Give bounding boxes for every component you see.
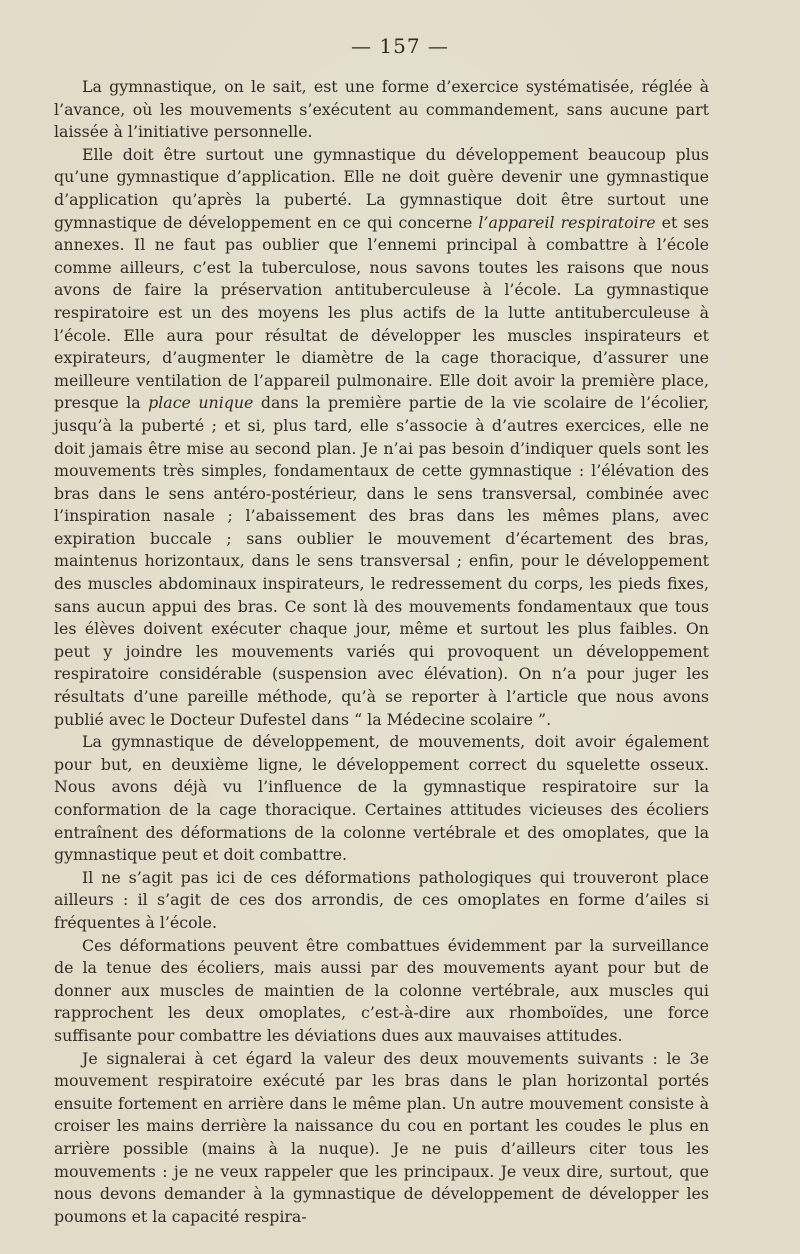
paragraph-2-text-c: dans la première partie de la vie scolaire de l’écolier, jusqu’à la puberté ; et si, plus tard, elle s’associe à d’autres exercices, elle ne doit jamais être mise au second plan. Je n’ai pas besoin d’indiquer quels sont les mouvements très simples, fondamentaux de cette gymnastique : l’élévation des bras dans le sens antéro-postérieur, dans le sens transversal, combinée avec l’inspiration nasale ; l’abaissement des bras dans les mêmes plans, avec expiration buccale ; sans oublier le mouvement d’écartement des bras, maintenus horizontaux, dans le sens transversal ; enfin, pour le développement des muscles abdominaux inspirateurs, le redressement du corps, les pieds fixes, sans aucun appui des bras. Ce sont là des mouvements fondamentaux que tous les élèves doivent exécuter chaque jour, même et surtout les plus faibles. On peut y joindre les mouvements variés qui provoquent un développement respiratoire considérable (suspension avec élévation). On n’a pour juger les résultats d’une pareille méthode, qu’à se reporter à l’article que nous avons publié avec le Docteur Dufestel dans “ la Médecine scolaire ”.: [54, 393, 709, 729]
paragraph-2-emphasis-2: place unique: [148, 393, 254, 413]
paragraph-4: [54, 867, 709, 935]
paragraph-1: [54, 76, 709, 144]
paragraph-2: [54, 144, 709, 731]
paragraph-2-text-a: Elle doit être surtout une gymnastique du développement beaucoup plus qu’une gymnastique d’application. Elle ne doit guère devenir une gymnastique d’application qu’après la puberté. La gymnastique doit être surtout une gymnastique de développement en ce qui concerne: [54, 144, 709, 232]
body-text: [54, 76, 709, 1228]
paragraph-5-text: Ces déformations peuvent être combattues évidemment par la surveillance de la tenue des écoliers, mais aussi par des mouvements ayant pour but de donner aux muscles de maintien de la colonne vertébrale, aux muscles qui rapprochent les deux omoplates, c’est-à-dire aux rhomboïdes, une force suffisante pour combattre les déviations dues aux mauvaises attitudes.: [54, 935, 709, 1045]
paragraph-3-text: La gymnastique de développement, de mouvements, doit avoir également pour but, en deuxième ligne, le développement correct du squelette osseux. Nous avons déjà vu l’influence de la gymnastique respiratoire sur la conformation de la cage thoracique. Certaines attitudes vicieuses des écoliers entraînent des déformations de la colonne vertébrale et des omoplates, que la gymnastique peut et doit combattre.: [54, 732, 709, 865]
paragraph-6-text: Je signalerai à cet égard la valeur des deux mouvements suivants : le 3e mouvement respiratoire exécuté par les bras dans le plan horizontal portés ensuite fortement en arrière dans le même plan. Un autre mouvement consiste à croiser les mains derrière la naissance du cou en portant les coudes le plus en arrière possible (mains à la nuque). Je ne puis d’ailleurs citer tous les mouvements : je ne veux rappeler que les principaux. Je veux dire, surtout, que nous devons demander à la gymnastique de développement de développer les poumons et la capacité respira-: [54, 1048, 709, 1226]
paragraph-3: [54, 731, 709, 867]
paragraph-2-emphasis-1: l’appareil respiratoire: [478, 212, 656, 232]
paragraph-1-text: La gymnastique, on le sait, est une forme d’exercice systématisée, réglée à l’avance, où les mouvements s’exécutent au commandement, sans aucune part laissée à l’initiative personnelle.: [54, 77, 709, 142]
paragraph-4-text: Il ne s’agit pas ici de ces déformations pathologiques qui trouveront place ailleurs : il s’agit de ces dos arrondis, de ces omoplates en forme d’ailes si fréquentes à l’école.: [54, 867, 709, 932]
paragraph-2-text-b: et ses annexes. Il ne faut pas oublier que l’ennemi principal à combattre à l’école comme ailleurs, c’est la tuberculose, nous savons toutes les raisons que nous avons de faire la préservation antituberculeuse à l’école. La gymnastique respiratoire est un des moyens les plus actifs de la lutte antituberculeuse à l’école. Elle aura pour résultat de développer les muscles inspirateurs et expirateurs, d’augmenter le diamètre de la cage thoracique, d’assurer une meilleure ventilation de l’appareil pulmonaire. Elle doit avoir la première place, presque la: [54, 212, 709, 413]
paragraph-6: [54, 1048, 709, 1229]
paragraph-5: [54, 935, 709, 1048]
page-number: — 157 —: [351, 34, 449, 58]
